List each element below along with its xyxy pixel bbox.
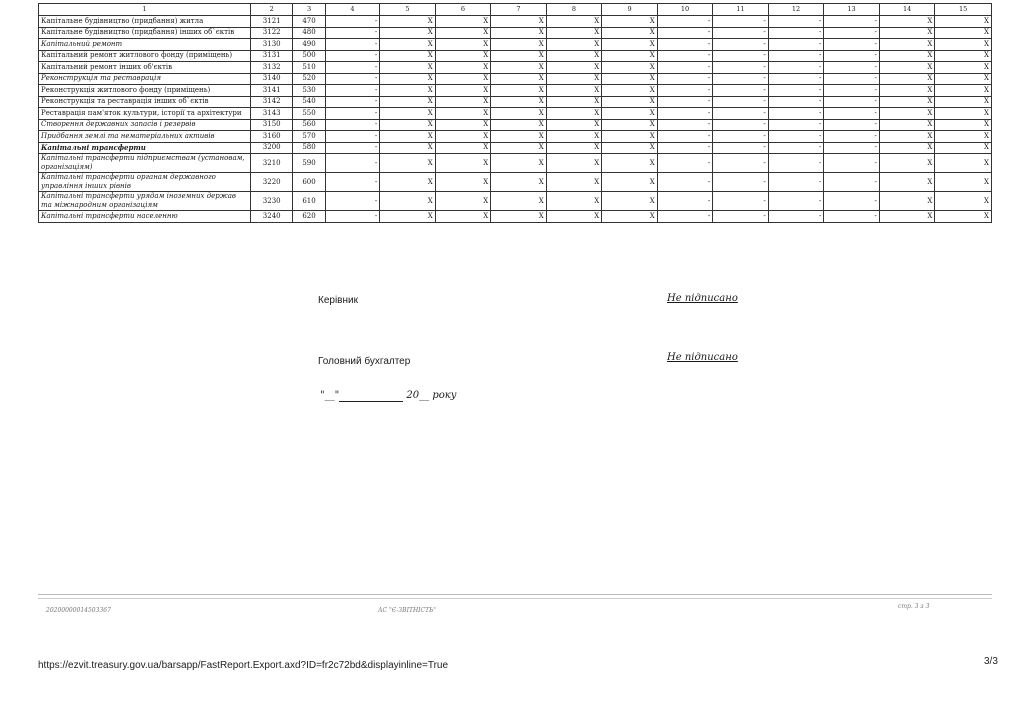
row-line-code: 610 (293, 192, 325, 211)
page-number: 3/3 (984, 656, 998, 667)
column-number-9: 9 (602, 4, 658, 16)
row-cell: X (380, 73, 436, 85)
row-cell: - (657, 119, 713, 131)
row-kekv-code: 3141 (251, 85, 293, 97)
column-number-14: 14 (879, 4, 935, 16)
row-cell: X (935, 85, 992, 97)
accountant-signature-status: Не підписано (667, 352, 738, 363)
table-row (39, 192, 992, 211)
row-cell: X (546, 131, 602, 143)
system-name: АС "Є-ЗВІТНІСТЬ" (378, 607, 436, 614)
row-cell: X (602, 50, 658, 62)
row-cell: X (380, 16, 436, 28)
row-cell: X (602, 173, 658, 192)
row-cell: - (824, 211, 880, 223)
row-cell: X (879, 39, 935, 51)
row-cell: X (546, 50, 602, 62)
accountant-label: Головний бухгалтер (318, 356, 411, 367)
row-cell: - (768, 192, 824, 211)
row-cell: - (325, 131, 380, 143)
date-suffix: року (432, 390, 457, 401)
row-cell: X (546, 192, 602, 211)
row-cell: X (491, 108, 547, 120)
row-cell: X (380, 131, 436, 143)
row-cell: X (602, 211, 658, 223)
footer-divider (38, 594, 992, 599)
column-number-5: 5 (380, 4, 436, 16)
row-cell: X (491, 85, 547, 97)
row-name: Капітальні трансферти органам державного управління інших рівнів (39, 173, 251, 192)
row-cell: X (879, 154, 935, 173)
row-cell: - (824, 73, 880, 85)
table-row (39, 131, 992, 143)
row-line-code: 590 (293, 154, 325, 173)
row-cell: X (935, 50, 992, 62)
row-cell: - (768, 154, 824, 173)
row-cell: X (879, 27, 935, 39)
row-name: Капітальне будівництво (придбання) інших об`єктів (39, 27, 251, 39)
row-cell: X (491, 62, 547, 74)
row-name: Капітальний ремонт інших об'єктів (39, 62, 251, 74)
row-cell: - (325, 73, 380, 85)
date-line (320, 390, 457, 402)
row-cell: - (325, 192, 380, 211)
row-line-code: 520 (293, 73, 325, 85)
row-cell: - (713, 154, 769, 173)
row-cell: - (657, 73, 713, 85)
row-name: Капітальні трансферти підприємствам (установам, організаціям) (39, 154, 251, 173)
column-number-10: 10 (657, 4, 713, 16)
row-kekv-code: 3143 (251, 108, 293, 120)
head-signature-status: Не підписано (667, 293, 738, 304)
table-row (39, 173, 992, 192)
row-cell: X (435, 211, 491, 223)
row-cell: X (380, 108, 436, 120)
row-cell: X (491, 39, 547, 51)
row-cell: - (325, 50, 380, 62)
row-name: Реставрація пам'яток культури, історії та архітектури (39, 108, 251, 120)
row-cell: X (602, 39, 658, 51)
row-cell: - (325, 85, 380, 97)
table-row (39, 16, 992, 28)
row-cell: X (935, 119, 992, 131)
row-cell: X (879, 16, 935, 28)
row-cell: - (713, 108, 769, 120)
row-cell: - (325, 142, 380, 154)
row-cell: X (879, 73, 935, 85)
table-row (39, 27, 992, 39)
row-cell: - (768, 16, 824, 28)
row-cell: - (325, 27, 380, 39)
row-name: Капітальне будівництво (придбання) житла (39, 16, 251, 28)
column-number-3: 3 (293, 4, 325, 16)
row-cell: X (546, 173, 602, 192)
row-cell: - (713, 50, 769, 62)
row-cell: X (435, 50, 491, 62)
row-line-code: 470 (293, 16, 325, 28)
row-cell: - (824, 119, 880, 131)
head-label: Керівник (318, 295, 358, 306)
row-cell: X (380, 96, 436, 108)
row-cell: - (824, 96, 880, 108)
row-cell: - (824, 27, 880, 39)
row-kekv-code: 3121 (251, 16, 293, 28)
row-cell: - (325, 154, 380, 173)
row-cell: - (824, 50, 880, 62)
document-id: 20200000014503367 (46, 607, 111, 614)
row-cell: - (713, 211, 769, 223)
row-cell: - (824, 62, 880, 74)
row-cell: - (713, 16, 769, 28)
table-row (39, 85, 992, 97)
row-cell: X (546, 39, 602, 51)
row-name: Придбання землі та нематеріальних активів (39, 131, 251, 143)
row-cell: - (768, 173, 824, 192)
row-cell: - (824, 173, 880, 192)
row-cell: - (657, 142, 713, 154)
row-kekv-code: 3130 (251, 39, 293, 51)
row-cell: - (824, 154, 880, 173)
row-cell: X (935, 142, 992, 154)
row-cell: - (657, 211, 713, 223)
row-cell: X (602, 154, 658, 173)
row-cell: X (435, 39, 491, 51)
row-cell: - (325, 211, 380, 223)
row-cell: X (546, 73, 602, 85)
row-cell: X (435, 16, 491, 28)
column-number-15: 15 (935, 4, 992, 16)
row-cell: X (380, 27, 436, 39)
row-cell: X (435, 131, 491, 143)
row-cell: X (879, 192, 935, 211)
row-cell: - (325, 16, 380, 28)
row-cell: X (935, 108, 992, 120)
row-cell: X (435, 192, 491, 211)
row-cell: - (657, 85, 713, 97)
row-cell: X (879, 142, 935, 154)
row-cell: - (657, 62, 713, 74)
row-cell: - (657, 16, 713, 28)
row-cell: X (935, 96, 992, 108)
row-cell: X (935, 173, 992, 192)
row-cell: - (768, 108, 824, 120)
row-cell: - (657, 27, 713, 39)
row-cell: - (824, 16, 880, 28)
row-cell: - (325, 39, 380, 51)
row-cell: - (713, 192, 769, 211)
table-row (39, 154, 992, 173)
row-cell: - (824, 131, 880, 143)
row-cell: - (657, 39, 713, 51)
row-line-code: 580 (293, 142, 325, 154)
row-cell: X (546, 96, 602, 108)
row-cell: - (713, 142, 769, 154)
row-cell: X (491, 96, 547, 108)
column-number-4: 4 (325, 4, 380, 16)
row-cell: X (491, 73, 547, 85)
row-line-code: 550 (293, 108, 325, 120)
source-url[interactable]: https://ezvit.treasury.gov.ua/barsapp/FastReport.Export.axd?ID=fr2c72bd&displayinline=True (38, 660, 449, 671)
row-cell: - (768, 96, 824, 108)
row-cell: - (325, 96, 380, 108)
row-cell: X (546, 119, 602, 131)
row-cell: X (935, 131, 992, 143)
row-cell: X (380, 39, 436, 51)
row-cell: X (435, 154, 491, 173)
row-cell: X (435, 85, 491, 97)
row-cell: X (879, 173, 935, 192)
row-cell: X (879, 108, 935, 120)
row-cell: X (491, 119, 547, 131)
row-cell: - (824, 108, 880, 120)
row-kekv-code: 3131 (251, 50, 293, 62)
row-cell: X (380, 119, 436, 131)
row-line-code: 530 (293, 85, 325, 97)
row-name: Капітальні трансферти (39, 142, 251, 154)
row-cell: X (491, 154, 547, 173)
row-cell: X (602, 142, 658, 154)
row-cell: X (935, 39, 992, 51)
table-row (39, 119, 992, 131)
row-cell: - (768, 85, 824, 97)
row-cell: X (380, 173, 436, 192)
row-cell: - (657, 173, 713, 192)
row-cell: - (657, 154, 713, 173)
row-line-code: 540 (293, 96, 325, 108)
row-cell: X (602, 108, 658, 120)
column-number-7: 7 (491, 4, 547, 16)
column-number-row (39, 4, 992, 16)
row-cell: X (380, 154, 436, 173)
row-cell: X (491, 173, 547, 192)
page-note: стр. 3 з 3 (898, 603, 930, 610)
row-cell: X (435, 73, 491, 85)
row-kekv-code: 3230 (251, 192, 293, 211)
row-cell: X (435, 119, 491, 131)
row-cell: - (325, 173, 380, 192)
row-cell: X (602, 62, 658, 74)
table-row (39, 62, 992, 74)
row-cell: X (935, 62, 992, 74)
row-cell: X (935, 192, 992, 211)
row-cell: X (435, 27, 491, 39)
row-kekv-code: 3240 (251, 211, 293, 223)
row-cell: - (768, 119, 824, 131)
row-cell: X (546, 27, 602, 39)
row-cell: - (768, 73, 824, 85)
row-cell: X (879, 96, 935, 108)
row-cell: X (491, 211, 547, 223)
row-cell: X (491, 50, 547, 62)
row-cell: - (713, 119, 769, 131)
row-kekv-code: 3132 (251, 62, 293, 74)
row-cell: X (935, 16, 992, 28)
row-cell: - (713, 96, 769, 108)
row-cell: X (380, 142, 436, 154)
row-line-code: 570 (293, 131, 325, 143)
row-line-code: 490 (293, 39, 325, 51)
row-cell: - (713, 62, 769, 74)
row-cell: X (602, 96, 658, 108)
row-cell: X (380, 211, 436, 223)
row-cell: X (879, 211, 935, 223)
row-cell: - (768, 211, 824, 223)
row-cell: X (546, 62, 602, 74)
row-cell: X (602, 119, 658, 131)
row-cell: - (325, 119, 380, 131)
row-cell: X (879, 131, 935, 143)
row-line-code: 620 (293, 211, 325, 223)
row-cell: - (768, 27, 824, 39)
row-cell: - (657, 192, 713, 211)
row-kekv-code: 3142 (251, 96, 293, 108)
row-cell: X (546, 16, 602, 28)
column-number-11: 11 (713, 4, 769, 16)
row-cell: X (602, 73, 658, 85)
row-cell: X (380, 85, 436, 97)
row-line-code: 510 (293, 62, 325, 74)
row-kekv-code: 3150 (251, 119, 293, 131)
date-year: 20__ (406, 390, 430, 401)
row-cell: X (546, 154, 602, 173)
column-number-6: 6 (435, 4, 491, 16)
row-cell: - (657, 131, 713, 143)
row-cell: - (824, 39, 880, 51)
table-row (39, 96, 992, 108)
table-row (39, 211, 992, 223)
row-cell: X (602, 85, 658, 97)
row-cell: X (879, 50, 935, 62)
column-number-2: 2 (251, 4, 293, 16)
row-cell: X (602, 192, 658, 211)
row-cell: - (657, 108, 713, 120)
row-cell: X (546, 142, 602, 154)
row-cell: - (713, 27, 769, 39)
date-month-blank (339, 390, 403, 402)
row-cell: - (325, 62, 380, 74)
row-name: Капітальний ремонт житлового фонду (приміщень) (39, 50, 251, 62)
row-line-code: 500 (293, 50, 325, 62)
row-line-code: 600 (293, 173, 325, 192)
row-cell: - (768, 50, 824, 62)
row-name: Капітальні трансферти урядам іноземних держав та міжнародним організаціям (39, 192, 251, 211)
row-cell: - (824, 142, 880, 154)
row-cell: X (602, 131, 658, 143)
row-kekv-code: 3160 (251, 131, 293, 143)
row-cell: X (380, 62, 436, 74)
row-cell: - (824, 192, 880, 211)
table-row (39, 142, 992, 154)
row-name: Реконструкція та реставрація (39, 73, 251, 85)
column-number-13: 13 (824, 4, 880, 16)
row-kekv-code: 3220 (251, 173, 293, 192)
table-row (39, 50, 992, 62)
row-cell: X (546, 108, 602, 120)
row-name: Капітальні трансферти населенню (39, 211, 251, 223)
row-cell: X (435, 62, 491, 74)
row-cell: - (768, 131, 824, 143)
row-kekv-code: 3210 (251, 154, 293, 173)
row-cell: - (713, 73, 769, 85)
row-line-code: 560 (293, 119, 325, 131)
column-number-1: 1 (39, 4, 251, 16)
row-cell: X (935, 27, 992, 39)
row-cell: - (657, 96, 713, 108)
row-cell: - (713, 39, 769, 51)
row-cell: - (713, 131, 769, 143)
row-cell: X (602, 27, 658, 39)
date-day: "__" (320, 390, 340, 401)
row-cell: X (879, 62, 935, 74)
row-name: Реконструкція та реставрація інших об`єктів (39, 96, 251, 108)
row-cell: X (435, 142, 491, 154)
row-cell: - (713, 173, 769, 192)
row-kekv-code: 3122 (251, 27, 293, 39)
row-cell: X (602, 16, 658, 28)
row-name: Створення державних запасів і резервів (39, 119, 251, 131)
row-cell: X (435, 173, 491, 192)
row-cell: - (713, 85, 769, 97)
row-cell: X (491, 131, 547, 143)
row-cell: X (546, 85, 602, 97)
table-row (39, 73, 992, 85)
column-number-8: 8 (546, 4, 602, 16)
row-kekv-code: 3140 (251, 73, 293, 85)
row-cell: X (380, 192, 436, 211)
row-cell: X (935, 73, 992, 85)
row-kekv-code: 3200 (251, 142, 293, 154)
row-cell: - (768, 39, 824, 51)
row-cell: - (657, 50, 713, 62)
row-name: Капітальний ремонт (39, 39, 251, 51)
row-cell: X (546, 211, 602, 223)
row-cell: X (435, 96, 491, 108)
row-cell: X (491, 192, 547, 211)
row-cell: X (380, 50, 436, 62)
row-cell: - (824, 85, 880, 97)
row-cell: X (935, 211, 992, 223)
expenditure-table (38, 3, 992, 223)
row-cell: X (491, 142, 547, 154)
row-cell: X (491, 27, 547, 39)
row-cell: X (879, 119, 935, 131)
row-cell: X (435, 108, 491, 120)
row-line-code: 480 (293, 27, 325, 39)
column-number-12: 12 (768, 4, 824, 16)
table-row (39, 108, 992, 120)
row-cell: - (768, 62, 824, 74)
row-name: Реконструкція житлового фонду (приміщень) (39, 85, 251, 97)
row-cell: X (491, 16, 547, 28)
row-cell: - (325, 108, 380, 120)
table-row (39, 39, 992, 51)
row-cell: X (935, 154, 992, 173)
row-cell: X (879, 85, 935, 97)
row-cell: - (768, 142, 824, 154)
